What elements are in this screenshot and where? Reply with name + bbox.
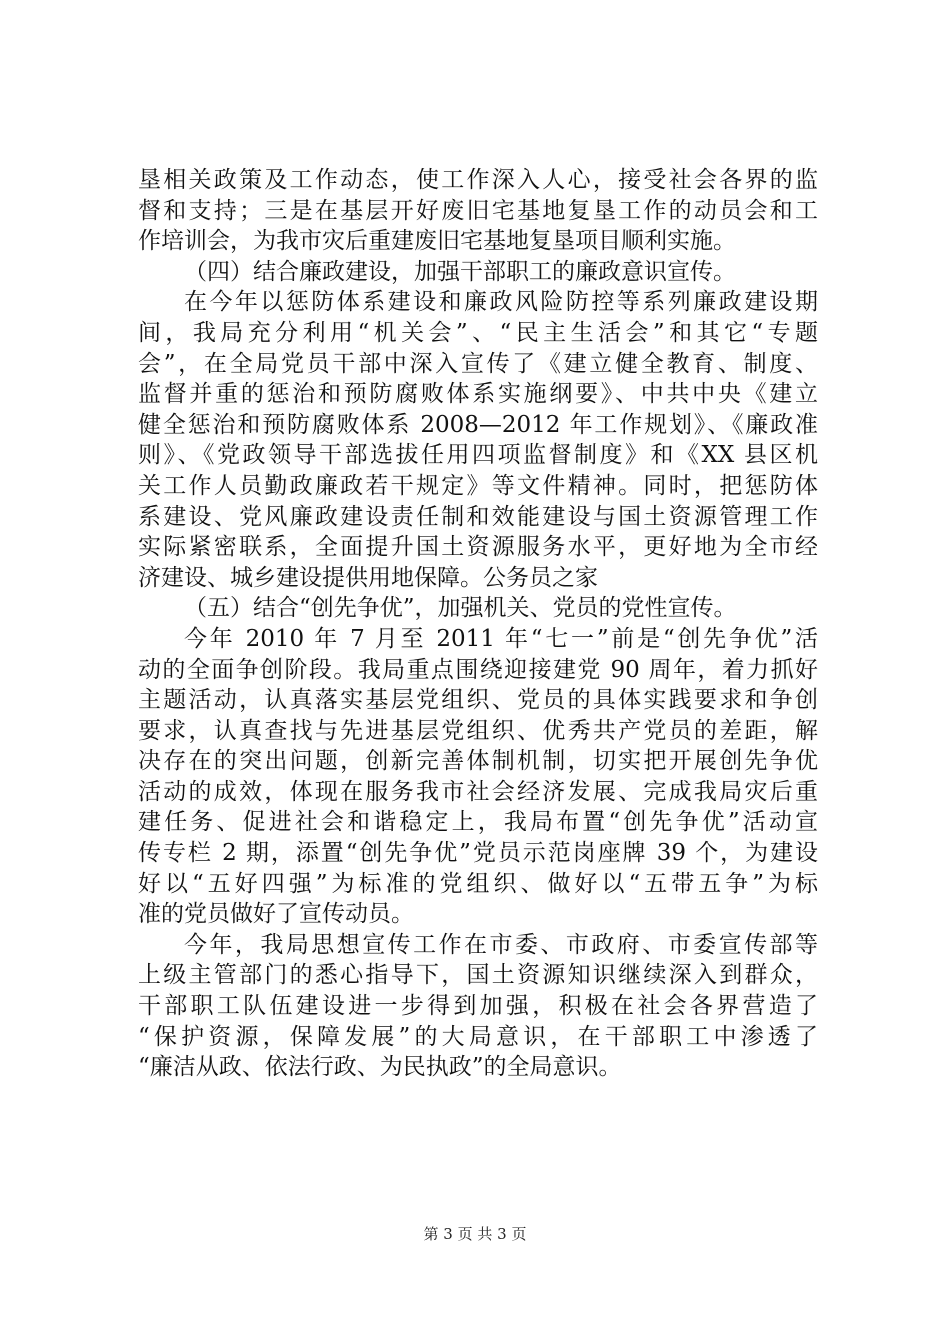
text-line: 建任务、促进社会和谐稳定上，我局布置“创先争优”活动宣 bbox=[138, 809, 818, 836]
text-line: “廉洁从政、依法行政、为民执政”的全局意识。 bbox=[138, 1054, 622, 1081]
document-body bbox=[138, 165, 818, 1083]
text-line: 今年 2010 年 7 月至 2011 年“七一”前是“创先争优”活 bbox=[184, 625, 818, 652]
page-number-footer: 第 3 页 共 3 页 bbox=[423, 1225, 527, 1243]
text-line: 垦相关政策及工作动态，使工作深入人心，接受社会各界的监 bbox=[138, 167, 818, 193]
text-line: 今年，我局思想宣传工作在市委、市政府、市委宣传部等 bbox=[184, 931, 818, 958]
text-line: 实际紧密联系，全面提升国土资源服务水平，更好地为全市经 bbox=[138, 534, 818, 561]
text-line: 主题活动，认真落实基层党组织、党员的具体实践要求和争创 bbox=[138, 687, 818, 714]
text-line: 要求，认真查找与先进基层党组织、优秀共产党员的差距，解 bbox=[138, 717, 818, 744]
text-line: 在今年以惩防体系建设和廉政风险防控等系列廉政建设期 bbox=[184, 289, 818, 316]
text-line: 济建设、城乡建设提供用地保障。公务员之家 bbox=[138, 564, 598, 591]
text-line: 传专栏 2 期，添置“创先争优”党员示范岗座牌 39 个，为建设 bbox=[138, 840, 818, 867]
text-line: 健全惩治和预防腐败体系 2008—2012 年工作规划》、《廉政准 bbox=[138, 411, 818, 438]
text-line: 系建设、党风廉政建设责任制和效能建设与国土资源管理工作 bbox=[138, 503, 818, 530]
text-line: 好以“五好四强”为标准的党组织、做好以“五带五争”为标 bbox=[138, 870, 818, 897]
text-line: 动的全面争创阶段。我局重点围绕迎接建党 90 周年，着力抓好 bbox=[138, 656, 818, 683]
section-heading: （五）结合“创先争优”，加强机关、党员的党性宣传。 bbox=[184, 595, 737, 622]
text-line: “保护资源，保障发展”的大局意识，在干部职工中渗透了 bbox=[138, 1023, 818, 1050]
text-line: 活动的成效，体现在服务我市社会经济发展、完成我局灾后重 bbox=[138, 778, 818, 805]
text-line: 上级主管部门的悉心指导下，国土资源知识继续深入到群众， bbox=[138, 962, 818, 989]
text-line: 监督并重的惩治和预防腐败体系实施纲要》、中共中央《建立 bbox=[138, 381, 818, 408]
text-line: 会”，在全局党员干部中深入宣传了《建立健全教育、制度、 bbox=[138, 350, 818, 377]
section-heading: （四）结合廉政建设，加强干部职工的廉政意识宣传。 bbox=[184, 258, 736, 285]
text-line: 则》、《党政领导干部选拔任用四项监督制度》和《XX 县区机 bbox=[138, 442, 818, 469]
text-line: 干部职工队伍建设进一步得到加强，积极在社会各界营造了 bbox=[138, 993, 818, 1020]
text-line: 督和支持；三是在基层开好废旧宅基地复垦工作的动员会和工 bbox=[138, 197, 818, 224]
text-line: 关工作人员勤政廉政若干规定》等文件精神。同时，把惩防体 bbox=[138, 472, 818, 499]
text-line: 准的党员做好了宣传动员。 bbox=[138, 901, 414, 928]
text-line: 作培训会，为我市灾后重建废旧宅基地复垦项目顺利实施。 bbox=[138, 228, 736, 255]
text-line: 间，我局充分利用“机关会”、“民主生活会”和其它“专题 bbox=[138, 319, 818, 346]
text-line: 决存在的突出问题，创新完善体制机制，切实把开展创先争优 bbox=[138, 748, 818, 775]
